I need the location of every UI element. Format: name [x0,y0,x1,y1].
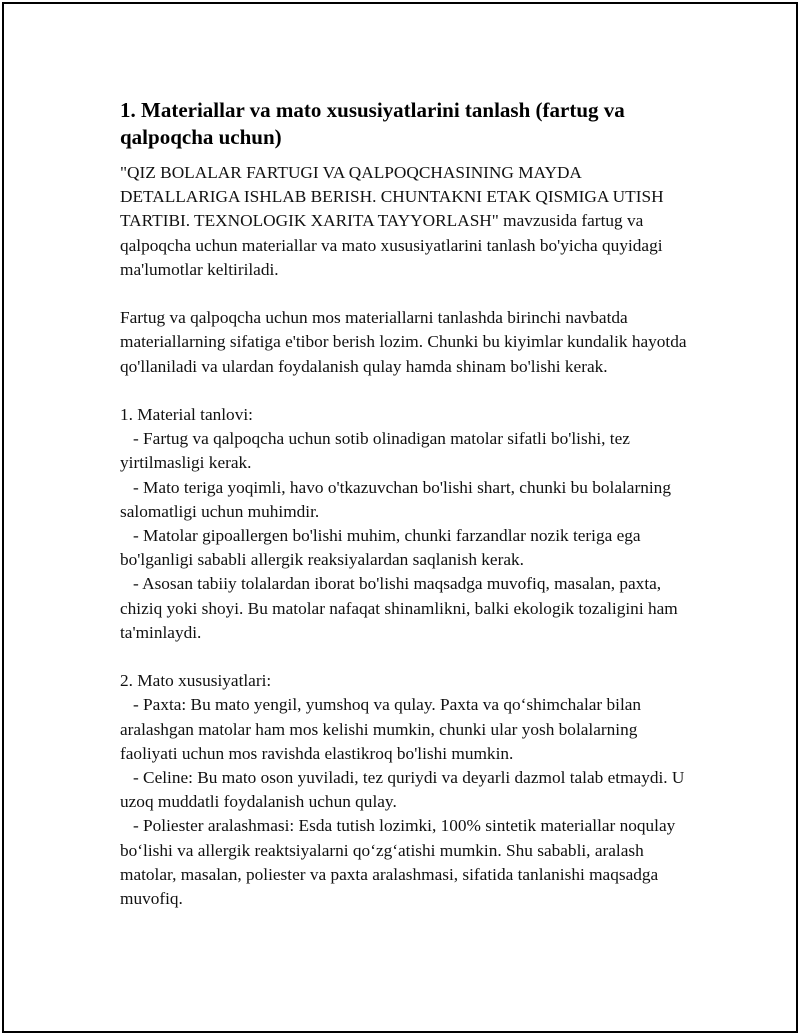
page-frame [2,2,798,1033]
material-choice-list: 1. Material tanlovi: - Fartug va qalpoqcha uchun sotib olinadigan matolar sifatli bo'lishi, tez yirtilmasligi kerak. - Mato teriga yoqimli, havo o'tkazuvchan bo'lishi shart, chunki bu bolalarning salomatligi uchun muhimdir. - Matolar gipoallergen bo'lishi muhim, chunki farzandlar nozik teriga ega bo'lganligi sababli allergik reaksiyalardan saqlanish kerak. - Asosan tabiiy tolalardan iborat bo'lishi maqsadga muvofiq, masalan, paxta, chiziq yoki shoyi. Bu matolar nafaqat shinamlikni, balki ekologik tozaligini ham ta'minlaydi. [120,405,678,642]
selection-paragraph: Fartug va qalpoqcha uchun mos materiallarni tanlashda birinchi navbatda materiallarning sifatiga e'tibor berish lozim. Chunki bu kiyimlar kundalik hayotda qo'llaniladi va ulardan foydalanish qulay hamda shinam bo'lishi kerak. [120,308,691,376]
section-heading: 1. Materiallar va mato xususiyatlarini tanlash (fartug va qalpoqcha uchun) [120,98,625,149]
fabric-properties-list: 2. Mato xususiyatlari: - Paxta: Bu mato yengil, yumshoq va qulay. Paxta va qo‘shimchalar bilan aralashgan matolar ham mos kelishi mumkin, chunki ular yosh bolalarning faoliyati uchun mos ravishda elastikroq bo'lishi mumkin. - Celine: Bu mato oson yuviladi, tez quriydi va deyarli dazmol talab etmaydi. U uzoq muddatli foydalanish uchun qulay. - Poliester aralashmasi: Esda tutish lozimki, 100% sintetik materiallar noqulay bo‘lishi va allergik reaktsiyalarni qo‘zg‘atishi mumkin. Shu sababli, aralash matolar, masalan, poliester va paxta aralashmasi, sifatida tanlanishi maqsadga muvofiq. [120,671,685,909]
paragraph-spacer [120,379,692,403]
paragraph-spacer [120,282,692,306]
document-body [120,97,692,911]
intro-paragraph: "QIZ BOLALAR FARTUGI VA QALPOQCHASINING MAYDA DETALLARIGA ISHLAB BERISH. CHUNTAKNI ETAK QISMIGA UTISH TARTIBI. TEXNOLOGIK XARITA TAYYORLASH" mavzusida fartug va qalpoqcha uchun materiallar va mato xususiyatlarini tanlash bo'yicha quyidagi ma'lumotlar keltiriladi. [120,163,668,279]
paragraph-spacer [120,645,692,669]
